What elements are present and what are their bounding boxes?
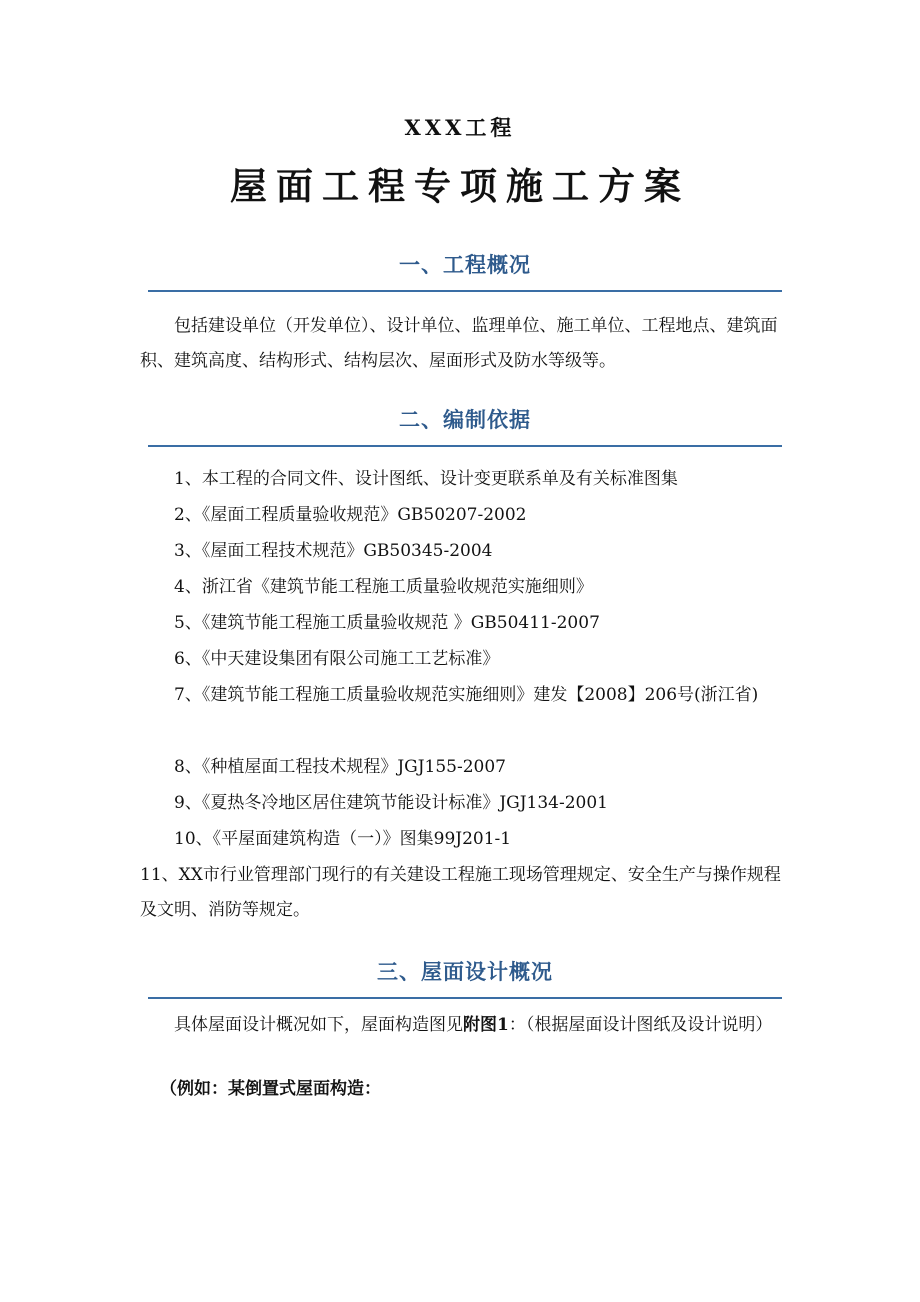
list-item: 7、《建筑节能工程施工质量验收规范实施细则》建发【2008】206号(浙江省) [174, 685, 759, 705]
appendix-figure-ref: 附图1 [463, 1015, 509, 1035]
list-item: 6、《中天建设集团有限公司施工工艺标准》 [174, 649, 500, 669]
list-item: 11、XX市行业管理部门现行的有关建设工程施工现场管理规定、安全生产与操作规程及文明、消防等规定。 [140, 865, 781, 920]
section-divider [148, 290, 782, 292]
document-title: 屋面工程专项施工方案 [230, 164, 690, 208]
list-item: 4、浙江省《建筑节能工程施工质量验收规范实施细则》 [174, 577, 593, 597]
roof-design-paragraph [140, 1008, 788, 1043]
list-item: 9、《夏热冬冷地区居住建筑节能设计标准》JGJ134-2001 [174, 793, 608, 813]
example-label: （例如：某倒置式屋面构造： [160, 1079, 381, 1099]
overview-paragraph: 包括建设单位（开发单位）、设计单位、监理单位、施工单位、工程地点、建筑面积、建筑高度、结构形式、结构层次、屋面形式及防水等级等。 [140, 316, 778, 371]
section-divider [148, 997, 782, 999]
list-item: 8、《种植屋面工程技术规程》JGJ155-2007 [174, 757, 506, 777]
list-item: 1、本工程的合同文件、设计图纸、设计变更联系单及有关标准图集 [174, 469, 678, 489]
section-heading-overview: 一、工程概况 [399, 253, 531, 277]
list-item: 5、《建筑节能工程施工质量验收规范 》GB50411-2007 [174, 613, 600, 633]
section-heading-roof-design: 三、屋面设计概况 [377, 960, 553, 984]
list-item: 2、《屋面工程质量验收规范》GB50207-2002 [174, 505, 527, 525]
section-divider [148, 445, 782, 447]
roof-design-text-lead: 具体屋面设计概况如下，屋面构造图见 [174, 1015, 463, 1035]
section-heading-basis: 二、编制依据 [399, 408, 531, 432]
list-item: 3、《屋面工程技术规范》GB50345-2004 [174, 541, 493, 561]
list-item: 10、《平屋面建筑构造（一）》图集99J201-1 [174, 829, 512, 849]
document-subtitle: XXX工程 [404, 115, 516, 140]
roof-design-text-tail: ：（根据屋面设计图纸及设计说明） [508, 1015, 773, 1035]
